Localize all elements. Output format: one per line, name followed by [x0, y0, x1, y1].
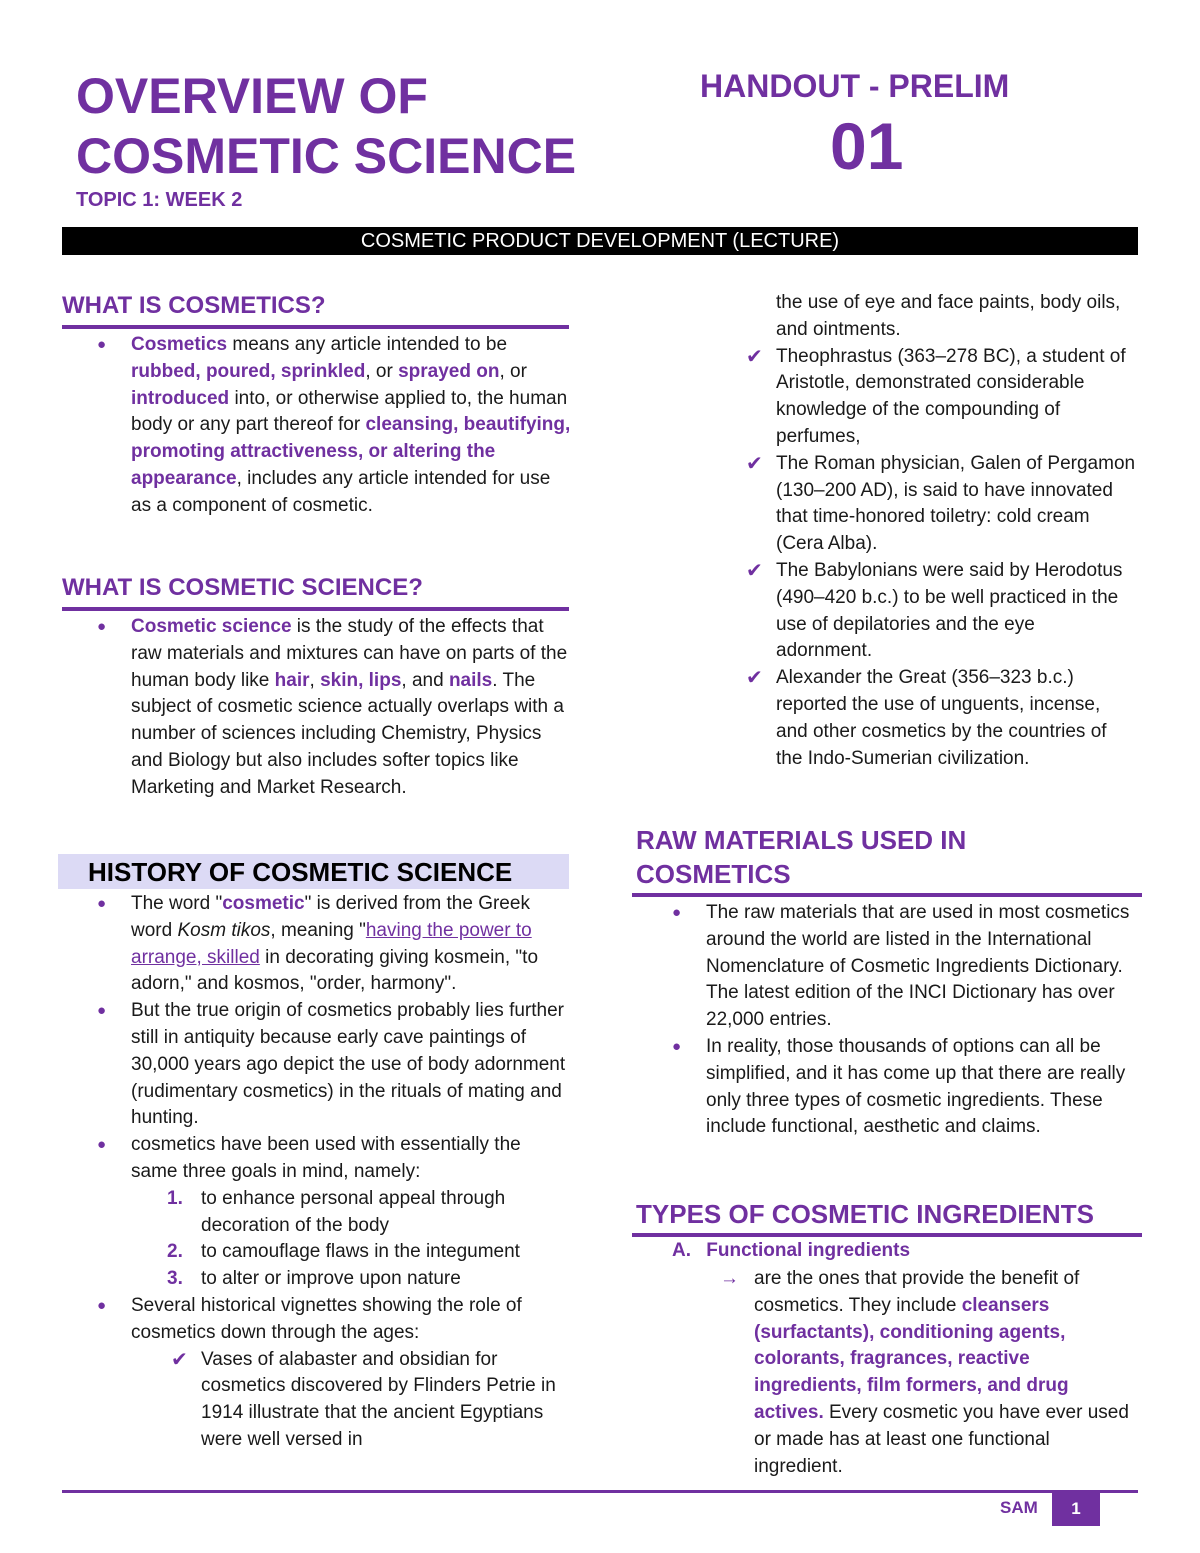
section-title-what-is-cosmetic-science: WHAT IS COSMETIC SCIENCE? — [62, 574, 423, 601]
vignette-item: ✔ Alexander the Great (356–323 b.c.) reported the use of unguents, incense, and other cosmetics by the countries of the Indo-Sumerian civilization. — [746, 667, 1107, 769]
list-item: ● cosmetics have been used with essentially the same three goals in mind, namely: — [97, 1134, 521, 1182]
goal-item: 2. to camouflage flaws in the integument — [167, 1241, 520, 1263]
goal-item: 1. to enhance personal appeal through decoration of the body — [167, 1187, 506, 1236]
course-banner: COSMETIC PRODUCT DEVELOPMENT (LECTURE) — [62, 227, 1138, 255]
section-divider — [62, 325, 569, 329]
meaning-link[interactable]: having the power to arrange, skilled — [131, 919, 532, 968]
cosmetics-definition — [97, 332, 571, 520]
section-divider — [632, 1233, 1142, 1237]
checkmark-icon: ✔ — [746, 452, 763, 475]
section-title-raw-materials: RAW MATERIALS USED IN COSMETICS — [636, 825, 967, 889]
bullet-icon: ● — [672, 904, 682, 921]
bullet-icon: ● — [97, 1002, 107, 1020]
handout-label: HANDOUT - PRELIM — [700, 68, 1010, 104]
bullet-icon: ● — [97, 618, 107, 635]
section-divider — [632, 893, 1142, 897]
checkmark-icon: ✔ — [746, 559, 763, 582]
list-item: ● In reality, those thousands of options can all be simplified, and it has come up that there are really only three types of cosmetic ingredients. These include functional, aesthetic and claims. — [672, 1035, 1126, 1138]
vignette-item: ✔ The Roman physician, Galen of Pergamon (130–200 AD), is said to have innovated that time-honored toiletry: cold cream (Cera Alba). — [746, 452, 1136, 555]
list-item: ● Cosmetic science is the study of the effects that raw materials and mixtures can have on parts of the human body like hair, skin, lips, and nails. The subject of cosmetic science actually overlaps with a number of sciences including Chemistry, Physics and Biology but also includes softer topics like Marketing and Market Research. — [97, 616, 568, 798]
topic-label: TOPIC 1: WEEK 2 — [76, 189, 243, 211]
goal-item: 3. to alter or improve upon nature — [167, 1268, 461, 1290]
checkmark-icon: ✔ — [746, 667, 763, 690]
section-divider — [62, 607, 569, 611]
list-item: → are the ones that provide the benefit of cosmetics. They include cleansers (surfactants), conditioning agents, colorants, fragrances, reactive ingredients, film formers, and drug actives. Every cosmetic you have ever used or made has at least one functional ingredient. — [720, 1268, 1129, 1477]
goals-list — [131, 1186, 571, 1293]
list-item: ● Several historical vignettes showing the role of cosmetics down through the ages: — [97, 1294, 522, 1343]
history-list — [97, 891, 571, 1454]
raw-materials-list — [672, 900, 1136, 1141]
section-title-types: TYPES OF COSMETIC INGREDIENTS — [636, 1199, 1094, 1229]
list-item: ● The raw materials that are used in most cosmetics around the world are listed in the International Nomenclature of Cosmetic Ingredients Dictionary. The latest edition of the INCI Dictionary has over 22,000 entries. — [672, 902, 1130, 1031]
arrow-right-icon: → — [720, 1268, 739, 1289]
page-number: 1 — [1052, 1491, 1100, 1526]
footer-divider — [62, 1490, 1138, 1493]
vignette-item: ✔ Theophrastus (363–278 BC), a student of Aristotle, demonstrated considerable knowledge of the compounding of perfumes, — [746, 345, 1126, 447]
list-item: ● But the true origin of cosmetics probably lies further still in antiquity because early cave paintings of 30,000 years ago depict the use of body adornment (rudimentary cosmetics) in the rituals of mating and hunting. — [97, 1000, 566, 1129]
handout-number: 01 — [830, 109, 904, 183]
list-item: ● The word "cosmetic" is derived from the Greek word Kosm tikos, meaning "having the power to arrange, skilled in decorating giving kosmein, "to adorn," and kosmos, "order, harmony". — [97, 893, 539, 995]
section-title-history: HISTORY OF COSMETIC SCIENCE — [88, 857, 513, 887]
title-line-1: OVERVIEW OF — [76, 68, 428, 124]
bullet-icon: ● — [97, 1136, 107, 1154]
section-title-what-is-cosmetics: WHAT IS COSMETICS? — [62, 292, 326, 319]
functional-description — [720, 1266, 1134, 1480]
bullet-icon: ● — [97, 1296, 107, 1314]
cosmetic-science-definition — [97, 614, 571, 802]
checkmark-icon: ✔ — [171, 1348, 188, 1371]
footer-author: SAM — [1000, 1498, 1038, 1517]
vignette-item: ✔ The Babylonians were said by Herodotus (490–420 b.c.) to be well practiced in the use of depilatories and the eye adornment. — [746, 559, 1123, 662]
checkmark-icon: ✔ — [746, 345, 763, 368]
page-title — [76, 66, 576, 186]
title-line-2: COSMETIC SCIENCE — [76, 128, 577, 184]
bullet-icon: ● — [672, 1037, 682, 1055]
bullet-icon: ● — [97, 336, 107, 353]
vignette-item-continued: the use of eye and face paints, body oils, and ointments. — [776, 292, 1121, 340]
bullet-icon: ● — [97, 895, 107, 912]
vignette-list-start — [131, 1347, 571, 1454]
functional-heading: A. Functional ingredients — [672, 1240, 911, 1261]
vignette-item: ✔ Vases of alabaster and obsidian for cosmetics discovered by Flinders Petrie in 1914 illustrate that the ancient Egyptians were well versed in — [171, 1348, 556, 1450]
vignette-list-continued — [746, 290, 1136, 772]
list-item: ● Cosmetics means any article intended to be rubbed, poured, sprinkled, or sprayed on, or introduced into, or otherwise applied to, the human body or any part thereof for cleansing, beautifying, promoting attractiveness, or altering the appearance, includes any article intended for use as a component of cosmetic. — [97, 334, 571, 516]
